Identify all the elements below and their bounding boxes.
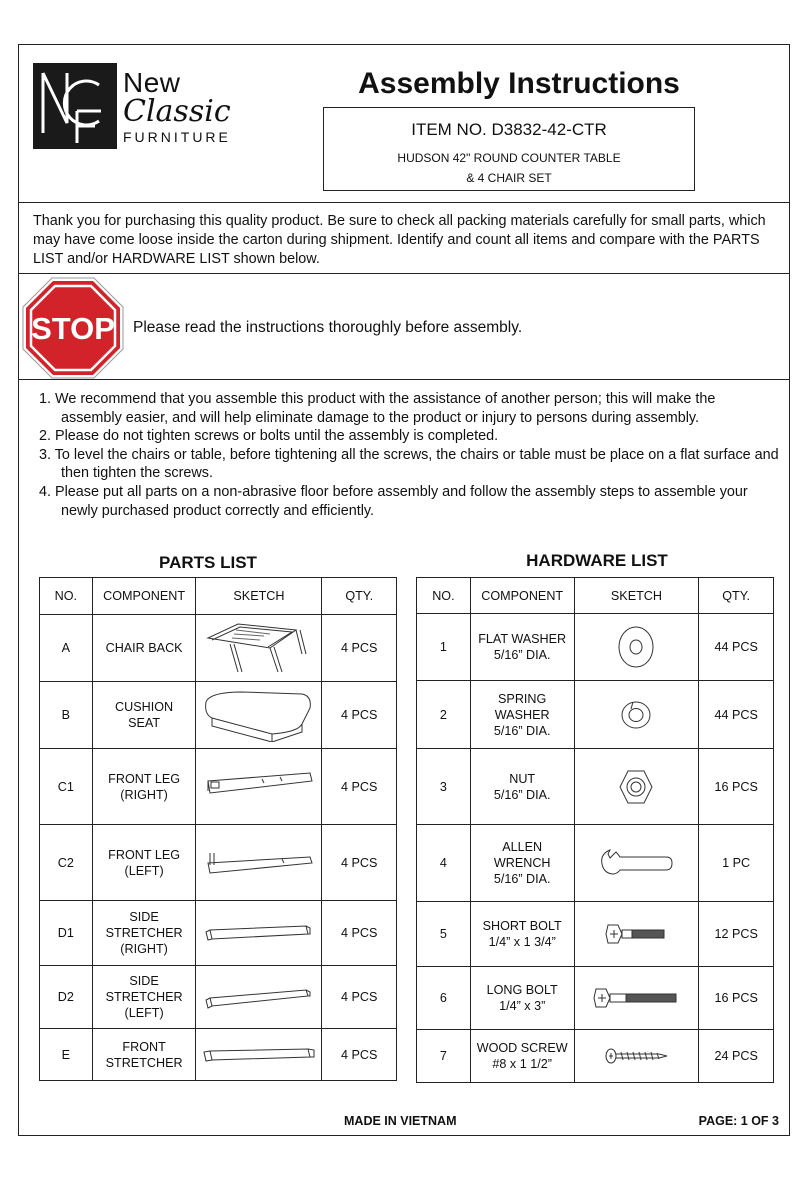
hardware-no: 2 [417, 681, 471, 749]
item-number: ITEM NO. D3832-42-CTR [411, 120, 607, 139]
hardware-list-title: HARDWARE LIST [526, 551, 668, 570]
hardware-qty: 16 PCS [699, 967, 774, 1030]
spring-washer-sketch [574, 681, 699, 749]
logo-mark [33, 63, 117, 149]
note-item: 1. We recommend that you assemble this product with the assistance of another person; this will make the assembly easier, and will help eliminate damage to the product or injury to persons during assembly. [39, 391, 716, 426]
wrench-sketch [574, 825, 699, 902]
part-no: D1 [40, 901, 93, 966]
hardware-qty: 44 PCS [699, 681, 774, 749]
part-component: SIDE STRETCHER (RIGHT) [92, 901, 196, 966]
table-row [40, 825, 397, 901]
hardware-no: 4 [417, 825, 471, 902]
stop-sign-label: STOP [31, 311, 115, 346]
item-description [324, 148, 694, 188]
front-leg-right-sketch [196, 749, 322, 825]
page-number: PAGE: 1 OF 3 [698, 1114, 779, 1128]
hardware-component: NUT 5/16” DIA. [470, 749, 574, 825]
part-component: FRONT STRETCHER [92, 1029, 196, 1081]
hardware-component: SPRING WASHER 5/16” DIA. [470, 681, 574, 749]
intro-text: Thank you for purchasing this quality product. Be sure to check all packing materials carefully for small parts, which may have come loose inside the carton during shipment. Identify and count all items and compare with the PARTS LIST and/or HARDWARE LIST shown below. [19, 203, 789, 274]
hardware-qty: 1 PC [699, 825, 774, 902]
part-component: CHAIR BACK [92, 615, 196, 682]
part-component: SIDE STRETCHER (LEFT) [92, 966, 196, 1029]
made-in-label: MADE IN VIETNAM [344, 1114, 457, 1128]
chair-back-sketch [196, 615, 322, 682]
logo-word-classic: Classic [123, 93, 231, 129]
hardware-qty: 24 PCS [699, 1030, 774, 1083]
side-stretcher-left-sketch [196, 966, 322, 1029]
hardware-no: 5 [417, 902, 471, 967]
hardware-component: WOOD SCREW #8 x 1 1/2” [470, 1030, 574, 1083]
column-header: COMPONENT [470, 578, 574, 614]
parts-table [39, 577, 397, 1081]
item-box [323, 107, 695, 191]
note-item: 2. Please do not tighten screws or bolts until the assembly is completed. [39, 428, 499, 445]
part-qty: 4 PCS [322, 825, 397, 901]
front-leg-left-sketch [196, 825, 322, 901]
brand-logo [33, 63, 245, 149]
table-row [40, 1029, 397, 1081]
table-row [417, 749, 774, 825]
part-component: FRONT LEG (LEFT) [92, 825, 196, 901]
part-no: A [40, 615, 93, 682]
hardware-no: 6 [417, 967, 471, 1030]
instruction-sheet [18, 44, 790, 1136]
column-header: QTY. [322, 578, 397, 615]
hardware-header-row [417, 578, 774, 614]
hardware-qty: 44 PCS [699, 614, 774, 681]
part-qty: 4 PCS [322, 966, 397, 1029]
part-qty: 4 PCS [322, 749, 397, 825]
table-row [417, 902, 774, 967]
part-qty: 4 PCS [322, 1029, 397, 1081]
table-row [40, 682, 397, 749]
hardware-table [416, 577, 774, 1083]
table-row [40, 901, 397, 966]
part-component: CUSHION SEAT [92, 682, 196, 749]
hardware-component: SHORT BOLT 1/4” x 1 3/4” [470, 902, 574, 967]
part-qty: 4 PCS [322, 901, 397, 966]
table-row [417, 967, 774, 1030]
hardware-component: LONG BOLT 1/4” x 3” [470, 967, 574, 1030]
part-no: C1 [40, 749, 93, 825]
flat-washer-sketch [574, 614, 699, 681]
note-item: 4. Please put all parts on a non-abrasive floor before assembly and follow the assembly steps to assemble your newly purchased product correctly and efficiently. [39, 483, 748, 519]
part-no: D2 [40, 966, 93, 1029]
note-item: 3. To level the chairs or table, before tightening all the screws, the chairs or table must be place on a flat surface and then tighten the screws. [39, 446, 779, 482]
part-qty: 4 PCS [322, 615, 397, 682]
part-qty: 4 PCS [322, 682, 397, 749]
item-description-line1: HUDSON 42" ROUND COUNTER TABLE [397, 151, 621, 165]
hardware-component: FLAT WASHER 5/16” DIA. [470, 614, 574, 681]
stop-sign-icon [22, 277, 124, 379]
page-title: Assembly Instructions [358, 67, 680, 100]
stop-section [19, 274, 789, 380]
hardware-no: 3 [417, 749, 471, 825]
short-bolt-sketch [574, 902, 699, 967]
table-row [417, 825, 774, 902]
wood-screw-sketch [574, 1030, 699, 1083]
long-bolt-sketch [574, 967, 699, 1030]
header [19, 45, 789, 203]
hardware-no: 1 [417, 614, 471, 681]
hardware-component: ALLEN WRENCH 5/16” DIA. [470, 825, 574, 902]
hardware-no: 7 [417, 1030, 471, 1083]
column-header: COMPONENT [92, 578, 196, 615]
part-no: C2 [40, 825, 93, 901]
part-component: FRONT LEG (RIGHT) [92, 749, 196, 825]
column-header: SKETCH [196, 578, 322, 615]
table-row [417, 681, 774, 749]
logo-wordmark [123, 66, 231, 145]
parts-list-title: PARTS LIST [159, 553, 257, 572]
table-row [40, 615, 397, 682]
table-row [40, 749, 397, 825]
table-row [417, 614, 774, 681]
column-header: QTY. [699, 578, 774, 614]
front-stretcher-sketch [196, 1029, 322, 1081]
column-header: NO. [417, 578, 471, 614]
part-no: E [40, 1029, 93, 1081]
item-description-line2: & 4 CHAIR SET [466, 171, 552, 185]
table-row [40, 966, 397, 1029]
side-stretcher-right-sketch [196, 901, 322, 966]
cushion-seat-sketch [196, 682, 322, 749]
hardware-qty: 12 PCS [699, 902, 774, 967]
parts-header-row [40, 578, 397, 615]
part-no: B [40, 682, 93, 749]
nut-sketch [574, 749, 699, 825]
column-header: SKETCH [574, 578, 699, 614]
notes-list [19, 390, 789, 520]
logo-word-furniture: FURNITURE [123, 128, 231, 145]
table-row [417, 1030, 774, 1083]
logo-word-new: New [123, 66, 181, 98]
hardware-qty: 16 PCS [699, 749, 774, 825]
stop-message: Please read the instructions thoroughly before assembly. [133, 319, 523, 336]
column-header: NO. [40, 578, 93, 615]
